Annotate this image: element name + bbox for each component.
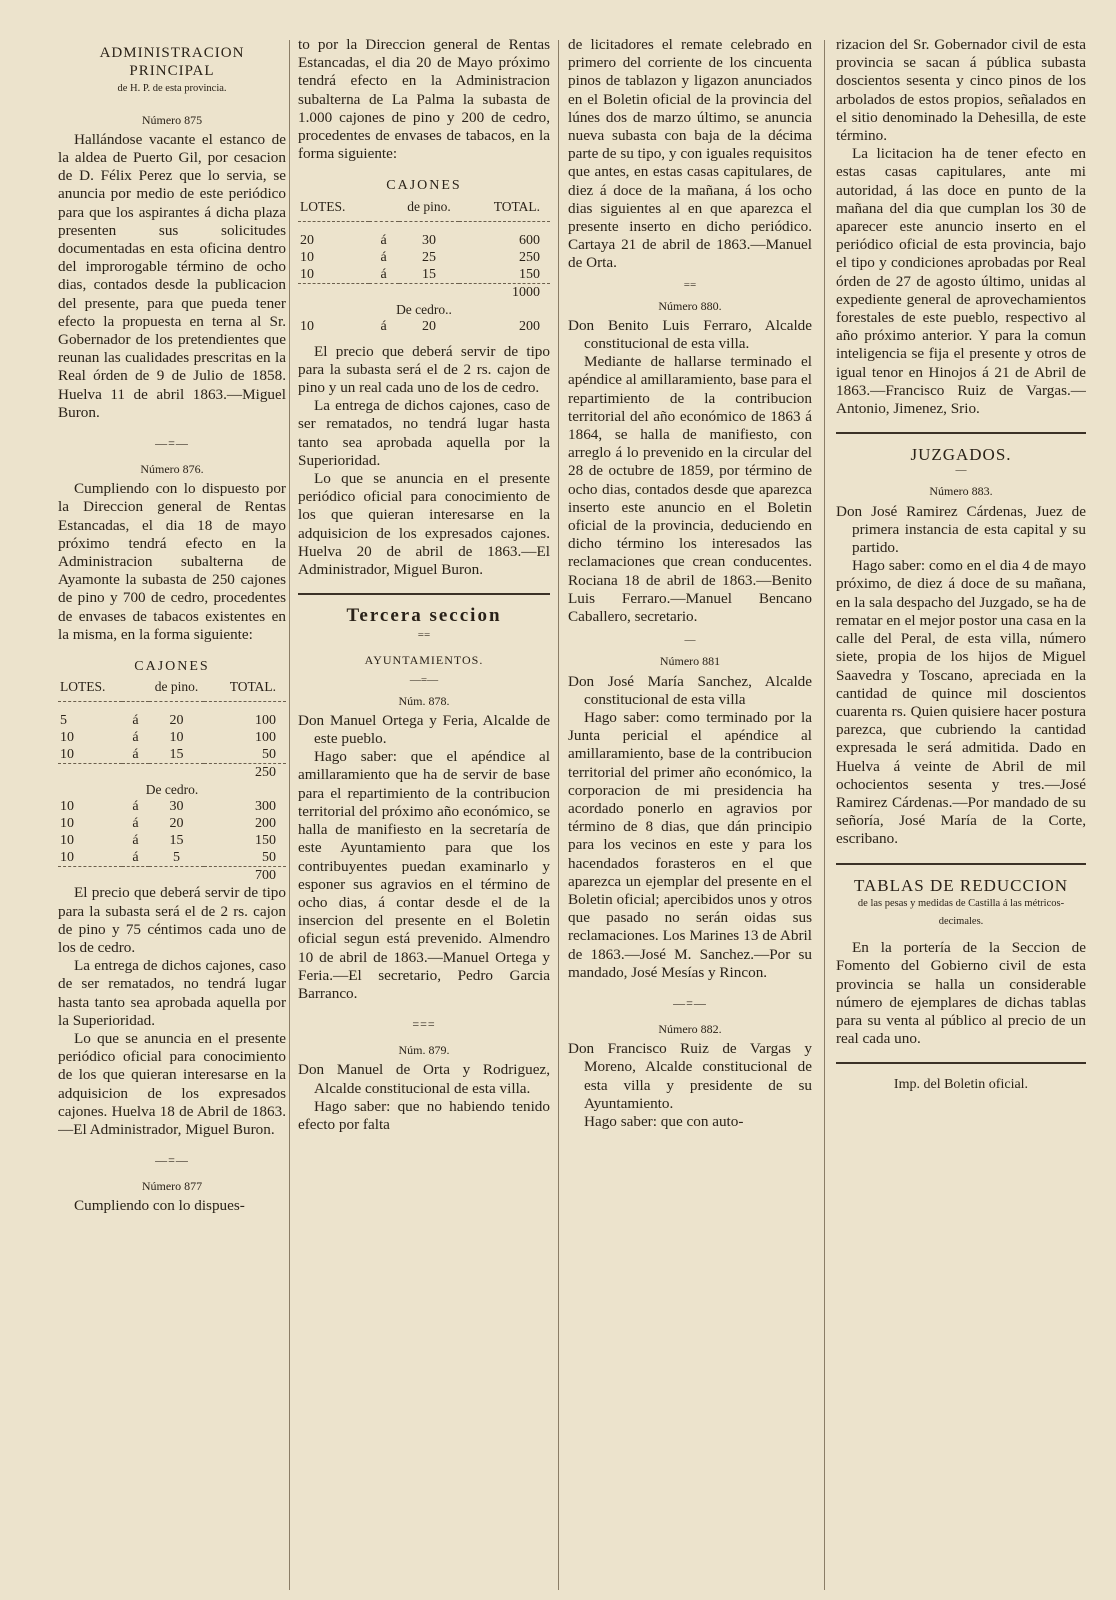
lots-table xyxy=(298,198,550,335)
notice-number: Número 881 xyxy=(659,654,721,669)
col-header: TOTAL. xyxy=(204,678,286,702)
notice-number: Número 882. xyxy=(658,1021,722,1036)
table-row: 10 á 25 250 xyxy=(300,249,540,265)
notice-number: Número 876. xyxy=(140,462,204,477)
col-header: LOTES. xyxy=(58,678,122,702)
section-title: JUZGADOS. xyxy=(910,445,1012,465)
col-header: LOTES. xyxy=(298,198,369,222)
notice-text: Hallándose vacante el estanco de la aldea de Puerto Gil, por cesacion de D. Félix Perez que lo servia, se anuncia por medio de este periódico para que los aspirantes á dicha plaza presenten sus solicitudes documentadas en esta oficina dentro del improrogable término de ocho dias, contados desde la publicacion del presente, para que pueda tener efecto la propuesta en terna al Sr. Gobernador de los pretendientes que reunan las cualidades prescritas en la Real órden de 9 de Julio de 1858. Huelva 11 de abril 1863.—Miguel Buron. xyxy=(58,130,286,421)
separator: == xyxy=(417,629,431,642)
notice-number: Núm. 879. xyxy=(398,1043,450,1058)
notice-heading: Don José María Sanchez, Alcalde constitucional de esta villa xyxy=(568,672,812,708)
table-heading: CAJONES xyxy=(134,659,210,675)
notice-text: En la portería de la Seccion de Fomento del Gobierno civil de esta provincia se halla un considerable número de ejemplares de dichas tablas para su venta al público al precio de un real cada uno. xyxy=(836,939,1086,1048)
column-1 xyxy=(58,36,286,1596)
table-row: 10 á 20 200 xyxy=(300,318,540,334)
notice-text: de licitadores el remate celebrado en primero del corriente de los cincuenta pinos de tablazon y ligazon anunciados en el Boletin oficial de la provincia del lúnes dos de marzo último, se anuncia nueva subasta con baja de la décima parte de su tipo, y con iguales requisitos que antes, en estas casas capitulares, de diez á doce de la mañana, á los ocho dias siguientes al en que aparezca el presente inserto en dicho periódico. Cartaya 21 de abril de 1863.—Manuel de Orta. xyxy=(568,36,812,272)
notice-text: to por la Direccion general de Rentas Estancadas, el dia 20 de Mayo próximo tendrá efecto en la Administracion subalterna de La Palma la subasta de 1.000 cajones de pino y 200 de cedro, procedentes de envases de tabacos, en la forma siguiente: xyxy=(298,36,550,163)
col-header: TOTAL. xyxy=(459,198,550,222)
table-row: 10 á 30 300 xyxy=(60,799,276,815)
column-rule xyxy=(289,40,290,1590)
divider xyxy=(836,432,1086,434)
column-2 xyxy=(298,36,550,1596)
separator: — xyxy=(684,634,696,647)
column-rule xyxy=(824,40,825,1590)
table-total: 1000 xyxy=(459,283,550,301)
table-row: 10 á 15 50 xyxy=(60,747,276,763)
notice-text: Hago saber: como terminado por la Junta pericial el apéndice al amillaramiento, base de la contribucion territorial del primer año económico, la corporacion de mi presidencia ha acordado ponerlo en agravios por término de 8 dias, que dán principio para los vecinos en este y para los hacendados forasteros en el que aparezca un ejemplar del presente en el Boletin oficial; apercibidos unos y otros que pasado no serán oidas sus reclamaciones. Los Marines 13 de Abril de 1863.—José M. Sanchez.—Por su mandado, José Mesías y Rincon. xyxy=(568,708,812,981)
notice-heading: Don Manuel de Orta y Rodriguez, Alcalde constitucional de esta villa. xyxy=(298,1061,550,1097)
notice-number: Número 880. xyxy=(658,298,722,313)
notice-text: Cumpliendo con lo dispues- xyxy=(74,1197,245,1215)
table-heading: CAJONES xyxy=(386,178,462,194)
lots-table xyxy=(58,678,286,884)
divider xyxy=(298,593,550,595)
cedro-label: De cedro. xyxy=(145,782,199,798)
table-row: 10 á 20 200 xyxy=(60,816,276,832)
notice-number: Número 875 xyxy=(141,112,203,127)
column-3 xyxy=(568,36,812,1596)
column-rule xyxy=(558,40,559,1590)
notice-number: Número 877 xyxy=(141,1179,203,1194)
notice-heading: Don Francisco Ruiz de Vargas y Moreno, Alcalde constitucional de esta villa y presidente de su Ayuntamiento. xyxy=(568,1040,812,1112)
section-title: Tercera seccion xyxy=(346,605,502,627)
table-row: 10 á 15 150 xyxy=(60,833,276,849)
separator: —=— xyxy=(155,1153,189,1168)
cedro-label: De cedro.. xyxy=(396,301,452,317)
tablas-subtitle: de las pesas y medidas de Castilla á las métricos-decimales. xyxy=(857,897,1065,927)
notice-text: Cumpliendo con lo dispuesto por la Direccion general de Rentas Estancadas, el dia 18 de mayo próximo tendrá efecto en la Administracion subalterna de Ayamonte la subasta de 250 cajones de pino y 700 de cedro, procedentes de envases de tabacos existentes en la misma, en la forma siguiente: xyxy=(58,480,286,643)
table-total: 700 xyxy=(204,867,286,885)
divider xyxy=(836,1062,1086,1064)
separator: —=— xyxy=(673,995,707,1010)
notice-text: La licitacion ha de tener efecto en estas casas capitulares, ante mi autoridad, á las doce en punto de la mañana del dia que cumplan los 30 de aparecer este anuncio inserto en el periódico oficial de esta provincia, bajo el tipo y condiciones aprobadas por Real órden de 27 de agosto último, unidas al expediente general de aprovechamientos forestales de este pueblo, respectivo al año próximo anterior. Y para la comun inteligencia se fija el presente y otros de igual tenor en Hinojos á 21 de Abril de 1863.—Francisco Ruiz de Vargas.—Antonio, Jimenez, Srio. xyxy=(836,145,1086,418)
section-subtitle: AYUNTAMIENTOS. xyxy=(364,653,484,668)
notice-heading: Don José Ramirez Cárdenas, Juez de primera instancia de esta capital y su partido. xyxy=(836,502,1086,557)
notice-text: El precio que deberá servir de tipo para la subasta será el de 2 rs. cajon de pino y 75 céntimos cada uno de los de cedro. xyxy=(58,884,286,956)
table-row: 10 á 15 150 xyxy=(300,266,540,282)
notice-heading: Don Manuel Ortega y Feria, Alcalde de este pueblo. xyxy=(298,711,550,748)
separator: —=— xyxy=(409,673,439,686)
tablas-title: TABLAS DE REDUCCION xyxy=(853,875,1069,895)
notice-text: Hago saber: que con auto- xyxy=(584,1112,744,1130)
table-total: 250 xyxy=(204,764,286,782)
notice-text: Hago saber: que no habiendo tenido efecto por falta xyxy=(298,1097,550,1133)
notice-text: La entrega de dichos cajones, caso de ser rematados, no tendrá lugar hasta tanto sea aprobada aquella por la Superioridad. xyxy=(298,397,550,469)
notice-text: Lo que se anuncia en el presente periódico oficial para conocimiento de los que quieran interesarse en la adquisicion de los expresados cajones. Huelva 18 de Abril de 1863.—El Administrador, Miguel Buron. xyxy=(58,1029,286,1138)
notice-heading: Don Benito Luis Ferraro, Alcalde constitucional de esta villa. xyxy=(568,316,812,353)
section-header: ADMINISTRACION PRINCIPAL xyxy=(99,45,245,80)
notice-number: Núm. 878. xyxy=(398,693,450,708)
notice-text: Hago saber: que el apéndice al amillaramiento que ha de servir de base para el repartimiento de la contribucion territorial del próximo año económico, se halla de manifiesto en la secretaría de este Ayuntamiento para que los contribuyentes puedan examinarlo y esponer sus agravios en el término de ocho dias, á contar desde el de la insercion del presente en el Boletin oficial segun está prevenido. Almendro 10 de abril de 1863.—Manuel Ortega y Feria.—El secretario, Pedro Garcia Barranco. xyxy=(298,748,550,1002)
table-row: 20 á 30 600 xyxy=(300,232,540,248)
separator: —=— xyxy=(155,436,189,451)
divider xyxy=(836,863,1086,865)
table-row: 10 á 10 100 xyxy=(60,730,276,746)
imprint: Imp. del Boletin oficial. xyxy=(893,1077,1029,1093)
separator: == xyxy=(683,278,697,291)
notice-text: Hago saber: como en el dia 4 de mayo próximo, de diez á doce de su mañana, en la sala despacho del Juzgado, se ha de rematar en el mejor postor una casa en la calle del Peral, de esta villa, número siete, propia de los hijos de Miguel Saavedra y Toscano, apreciada en la cantidad de quince mil doscientos cuarenta rs. Quien quisiere hacer postura parezca, que cubriendo la cantidad expresada le será admitida. Dado en Huelva á veinte de Abril de mil ochocientos sesenta y tres.—José Ramirez Cárdenas.—Por mandado de su señoría, José María de la Corte, escribano. xyxy=(836,557,1086,848)
section-subheader: de H. P. de esta provincia. xyxy=(117,83,227,95)
col-header: de pino. xyxy=(399,198,459,222)
separator: === xyxy=(412,1017,436,1032)
notice-text: Mediante de hallarse terminado el apéndice al amillaramiento, base para el repartimiento de la contribucion territorial del año económico de 1863 á 1864, se halla de manifiesto, con arreglo á lo prevenido en la circular del 28 de octubre de 1859, por término de ocho dias, contados desde que aparezca inserto este anuncio en el Boletin oficial de la provincia, deduciendo en dicho término los interesados las reclamaciones que crean conducentes. Rociana 18 de abril de 1863.—Benito Luis Ferraro.—Manuel Bencano Caballero, secretario. xyxy=(568,353,812,626)
notice-text: El precio que deberá servir de tipo para la subasta será el de 2 rs. cajon de pino y un real cada uno de los de cedro. xyxy=(298,342,550,397)
notice-text: rizacion del Sr. Gobernador civil de esta provincia se sacan á pública subasta doscientos sesenta y cinco pinos de los arbolados de estos propios, señalados en el sitio denominado la Dehesilla, de este término. xyxy=(836,36,1086,145)
notice-text: La entrega de dichos cajones, caso de ser rematados, no tendrá lugar hasta tanto sea aprobada aquella por la Superioridad. xyxy=(58,957,286,1029)
table-row: 5 á 20 100 xyxy=(60,713,276,729)
col-header: de pino. xyxy=(149,678,204,702)
table-row: 10 á 5 50 xyxy=(60,850,276,866)
notice-text: Lo que se anuncia en el presente periódico oficial para conocimiento de los que quieran interesarse en la adquisicion de los expresados cajones. Huelva 20 de abril de 1863.—El Administrador, Miguel Buron. xyxy=(298,470,550,579)
separator: — xyxy=(955,464,967,477)
column-4 xyxy=(836,36,1086,1596)
notice-number: Número 883. xyxy=(929,484,993,499)
